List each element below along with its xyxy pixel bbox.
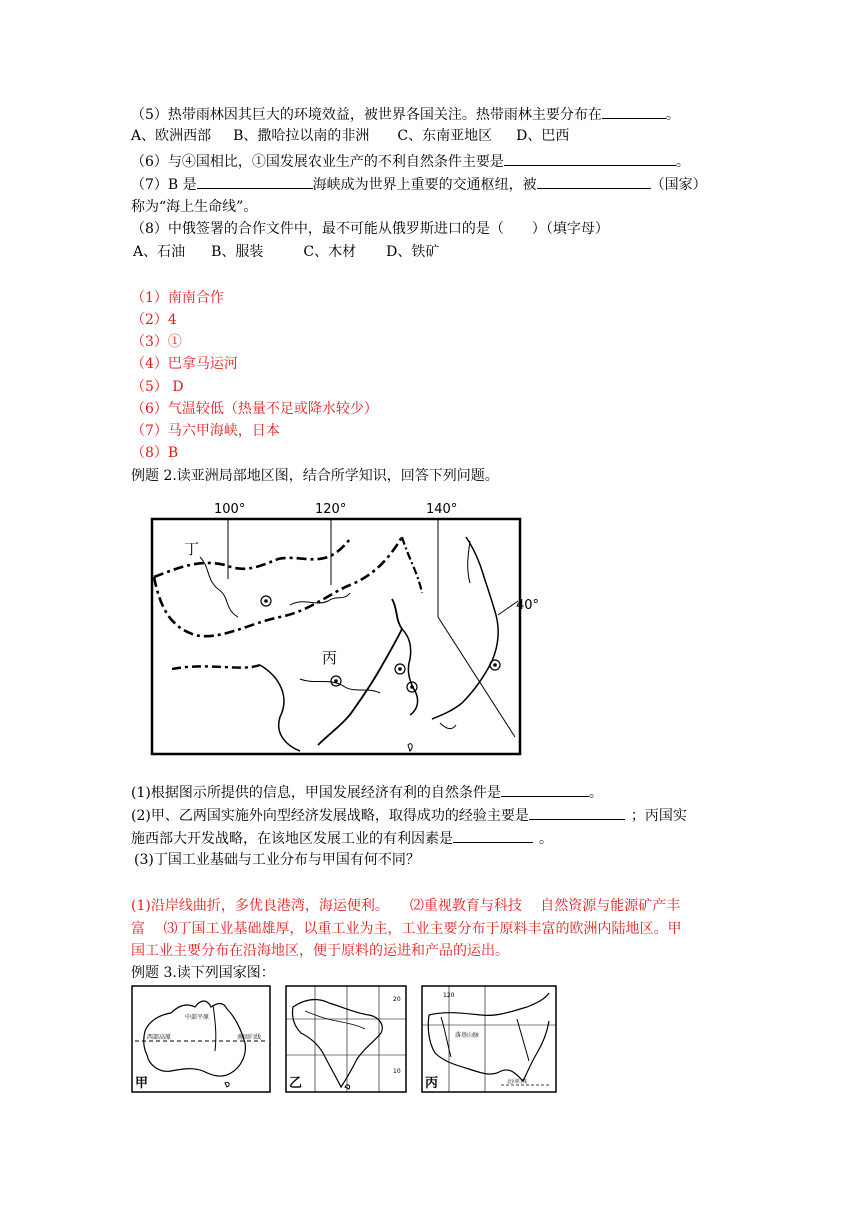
question-7-text-a: （7）B 是	[131, 177, 197, 193]
map-label-bing: 丙	[322, 649, 338, 667]
answer-7: （7）马六甲海峡，日本	[131, 423, 280, 439]
question-7-text-b: 海峡成为世界上重要的交通枢纽，被	[312, 177, 537, 193]
map-label-ding: 丁	[184, 540, 200, 558]
map-tick-20: 20	[393, 996, 401, 1003]
india-map	[285, 985, 407, 1093]
map-tick-120: 120	[443, 992, 455, 999]
answer-1: （1）南南合作	[131, 290, 224, 306]
map-label-yi: 乙	[289, 1076, 303, 1091]
question-5-text: （5）热带雨林因其巨大的环境效益，被世界各国关注。热带雨林主要分布在	[131, 107, 602, 123]
map-label-tropic: 南回归线	[237, 1034, 262, 1041]
question-7	[131, 174, 707, 195]
option-d: D、铁矿	[386, 244, 440, 260]
answer-5: （5） D	[131, 379, 184, 395]
example-2-q2-line2-text: 施西部大开发战略，在该地区发展工业的有利因素是	[131, 831, 453, 847]
asia-region-map	[140, 497, 545, 759]
example-2-q2-end: 。	[539, 831, 553, 847]
longitude-100-label: 100°	[214, 502, 246, 517]
option-a: A、石油	[133, 244, 186, 260]
map-label-west-plateau: 西部高原	[147, 1034, 172, 1041]
answer-blank	[453, 828, 533, 843]
question-8: （8）中俄签署的合作文件中，最不可能从俄罗斯进口的是（ ）（填字母）	[131, 221, 609, 237]
question-7-line2: 称为“海上生命线”。	[131, 199, 258, 215]
option-d: D、巴西	[516, 128, 570, 144]
example-2-q2	[131, 805, 687, 826]
map-tick-10: 10	[393, 1068, 401, 1075]
map-label-central-plain: 中部平原	[185, 1014, 210, 1021]
example-2-q1	[131, 782, 603, 803]
answer-blank	[602, 104, 666, 119]
option-c: C、木材	[303, 244, 357, 260]
answer-blank	[537, 174, 651, 189]
example-2-q1-end: 。	[588, 785, 603, 801]
answer-blank	[504, 151, 676, 166]
option-b: B、服装	[211, 244, 264, 260]
example-2-q1-text: (1)根据图示所提供的信息，甲国发展经济有利的自然条件是	[131, 785, 501, 801]
answer-blank	[529, 805, 625, 820]
answer-2: （2）4	[131, 312, 177, 328]
longitude-140-label: 140°	[426, 502, 458, 517]
answer-blank	[501, 782, 589, 797]
option-a: A、欧洲西部	[131, 128, 212, 144]
example-2-q2-text-b: ；丙国实	[630, 808, 687, 824]
question-6-text: （6）与④国相比，①国发展农业生产的不利自然条件主要是	[131, 154, 504, 170]
longitude-120-label: 120°	[315, 502, 347, 517]
question-6-end: 。	[675, 154, 690, 170]
question-5-end: 。	[665, 107, 680, 123]
example-2-answer-line-1: (1)沿岸线曲折，多优良港湾，海运便利。 ⑵重视教育与科技 自然资源与能源矿产丰	[131, 898, 681, 914]
usa-map	[421, 985, 557, 1093]
example-2-q3: (3)丁国工业基础与工业分布与甲国有何不同？	[134, 852, 420, 868]
map-label-tropic-cancer: 北回归线	[507, 1079, 528, 1085]
map-label-jia: 甲	[135, 1076, 149, 1091]
example-2-answer-line-2: 富 ⑶丁国工业基础雄厚，以重工业为主，工业主要分布于原料丰富的欧洲内陆地区。甲	[131, 921, 682, 937]
question-7-text-c: （国家）	[650, 177, 707, 193]
answer-6: （6）气温较低（热量不足或降水较少）	[131, 401, 378, 417]
example-2-answer-line-3: 国工业主要分布在沿海地区，便于原料的运进和产品的运出。	[131, 943, 509, 959]
option-b: B、撒哈拉以南的非洲	[233, 128, 370, 144]
australia-map	[131, 985, 271, 1093]
example-2-title: 例题 2.读亚洲局部地区图，结合所学知识，回答下列问题。	[131, 468, 499, 484]
answer-4: （4）巴拿马运河	[131, 356, 238, 372]
example-3-title: 例题 3.读下列国家图：	[131, 965, 275, 981]
question-6	[131, 151, 690, 172]
example-2-q2-line2	[131, 828, 553, 849]
question-5-options	[131, 126, 569, 146]
map-label-bing-3: 丙	[425, 1076, 439, 1091]
option-c: C、东南亚地区	[397, 128, 493, 144]
map-label-rocky: 落基山脉	[455, 1032, 480, 1039]
answer-3: （3）①	[131, 334, 182, 350]
question-8-options	[133, 242, 439, 262]
latitude-40-label: 40°	[516, 598, 540, 613]
question-5	[131, 104, 680, 125]
answer-8: （8）B	[131, 445, 179, 461]
example-2-q2-text-a: (2)甲、乙两国实施外向型经济发展战略，取得成功的经验主要是	[131, 808, 529, 824]
answer-blank	[197, 174, 313, 189]
